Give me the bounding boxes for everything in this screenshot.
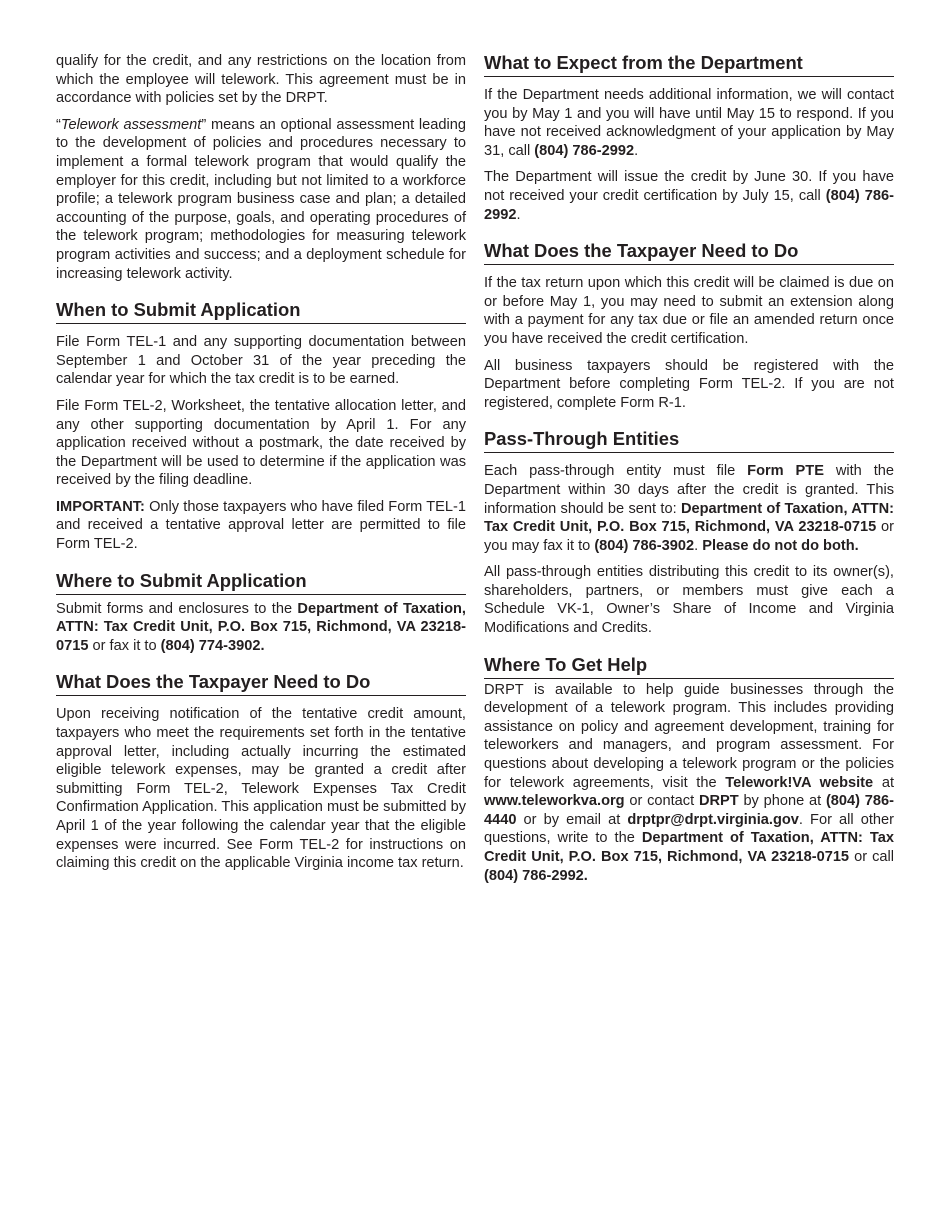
pass-through-text-b: with the Department within 30 days after the credit is granted. This information should be sent to: [484, 463, 894, 517]
taxpayer-need-para-1-right: If the tax return upon which this credit will be claimed is due on or before May 1, you may need to submit an extension along with a payment for any tax due or file an amended return once you have received the credit certification. [484, 275, 894, 347]
pass-through-text-c: or you may fax it to [484, 519, 895, 554]
drpt-label: DRPT [698, 793, 739, 810]
pass-through-para-1 [484, 462, 894, 555]
telework-assessment-paragraph [56, 116, 466, 283]
important-note [56, 498, 466, 554]
where-to-submit-text-middle: or fax it to [88, 637, 161, 654]
pass-through-warning: Please do not do both. [702, 537, 859, 554]
drpt-phone: (804) 786-4440 [484, 793, 894, 828]
help-text-3: or contact [624, 793, 699, 810]
pass-through-address: Department of Taxation, ATTN: Tax Credit Unit, P.O. Box 715, Richmond, VA 23218-0715 [484, 500, 894, 536]
taxpayer-need-para-left: Upon receiving notification of the tentative credit amount, taxpayers who meet the requirements set forth in the tentative approval letter, including actually incurring the estimated eligible telework expenses, may be granted a credit after submitting Form TEL-2, Telework Expenses Tax Credit Confirmation Application. This application must be submitted by April 1 of the year following the calendar year that the eligible expenses were incurred. See Form TEL-2 for instructions on claiming this credit on the applicable Virginia income tax return. [56, 706, 466, 872]
what-to-expect-para-2 [484, 168, 894, 224]
important-text: Only those taxpayers who have filed Form TEL-1 and received a tentative approval letter are permitted to file Form TEL-2. [56, 498, 466, 553]
taxpayer-need-heading-right: What Does the Taxpayer Need to Do [484, 240, 894, 265]
help-text-4: by phone at [738, 793, 826, 810]
expect-phone-1: (804) 786-2992 [534, 142, 635, 159]
drpt-email: drptpr@drpt.virginia.gov [627, 811, 799, 828]
tax-credit-unit-address: Department of Taxation, ATTN: Tax Credit Unit, P.O. Box 715, Richmond, VA 23218-0715 [56, 600, 466, 654]
help-text-2: at [873, 774, 894, 791]
expect-phone-2: (804) 786-2992 [484, 187, 894, 223]
help-tax-address: Department of Taxation, ATTN: Tax Credit Unit, P.O. Box 715, Richmond, VA 23218-0715 [484, 830, 894, 865]
pass-through-para-2: All pass-through entities distributing this credit to its owner(s), shareholders, partners, or members must give each a Schedule VK-1, Owner’s Share of Income and Virginia Modifications and Credits. [484, 564, 894, 637]
help-text-1: DRPT is available to help guide businesses through the development of a telework program. This includes providing assistance on policy and agreement development, training for teleworkers and managers, and program assessment. For questions about developing a telework program or the policies for telework agreements, visit the [484, 681, 894, 791]
telework-va-website-label: Telework!VA website [725, 774, 874, 791]
fax-number: (804) 774-3902. [160, 637, 265, 654]
expect-para-2-text: The Department will issue the credit by June 30. If you have not received your credit certification by July 15, call [484, 169, 894, 204]
help-text-6: . For all other questions, write to the [484, 811, 894, 847]
important-label: IMPORTANT: [56, 498, 145, 515]
what-to-expect-para-1 [484, 86, 894, 160]
close-quote: ” [201, 116, 207, 133]
telework-assessment-definition: means an optional assessment leading to the development of policies and procedures necessary to implement a formal telework program that would qualify the employer for this credit, including but not limited to a workforce profile; a telework program business case and plan; a detailed accounting of the purpose, goals, and operating procedures of the telework program; methodologies for measuring telework program activities and success; and a deployment schedule for increasing telework activity. [56, 116, 466, 282]
right-column [484, 52, 894, 893]
when-to-submit-para-1: File Form TEL-1 and any supporting documentation between September 1 and October 31 of the year preceding the calendar year for which the tax credit is to be earned. [56, 334, 466, 388]
where-to-get-help-heading: Where To Get Help [484, 654, 894, 679]
where-to-submit-heading: Where to Submit Application [56, 570, 466, 595]
expect-para-1-text: If the Department needs additional information, we will contact you by May 1 and you will have until May 15 to respond. If you have not received acknowledgment of your application by May 31, call [484, 87, 894, 159]
form-pte-label: Form PTE [747, 463, 824, 480]
taxpayer-need-para-2-right: All business taxpayers should be registered with the Department before completing Form TEL-2. If you are not registered, complete Form R-1. [484, 357, 894, 411]
what-to-expect-heading: What to Expect from the Department [484, 52, 894, 77]
taxpayer-need-heading-left: What Does the Taxpayer Need to Do [56, 671, 466, 696]
when-to-submit-heading: When to Submit Application [56, 299, 466, 324]
pass-through-heading: Pass-Through Entities [484, 428, 894, 453]
help-call-phone: (804) 786-2992. [484, 867, 588, 884]
pass-through-text-d: . [694, 537, 703, 554]
where-to-submit-para [56, 600, 466, 656]
expect-para-1-end: . [634, 142, 639, 159]
where-to-submit-text-start: Submit forms and enclosures to the [56, 600, 298, 617]
telework-va-url: www.teleworkva.org [484, 793, 625, 810]
where-to-get-help-para [484, 681, 894, 886]
expect-para-2-end: . [516, 206, 521, 223]
pass-through-text-a: Each pass-through entity must file [484, 463, 748, 480]
intro-paragraph: qualify for the credit, and any restrictions on the location from which the employee will telework. This agreement must be in accordance with policies set by the DRPT. [56, 53, 466, 107]
when-to-submit-para-2: File Form TEL-2, Worksheet, the tentative allocation letter, and any other supporting documentation by April 1. For any application received without a postmark, the date received by the Department will be used to determine if the application was received by the filing deadline. [56, 397, 466, 489]
pass-through-fax: (804) 786-3902 [594, 537, 695, 554]
help-text-7: or call [849, 849, 895, 865]
help-text-5: or by email at [516, 811, 628, 828]
telework-assessment-term: Telework assessment [60, 116, 202, 133]
open-quote: “ [56, 116, 61, 133]
left-column [56, 52, 466, 881]
